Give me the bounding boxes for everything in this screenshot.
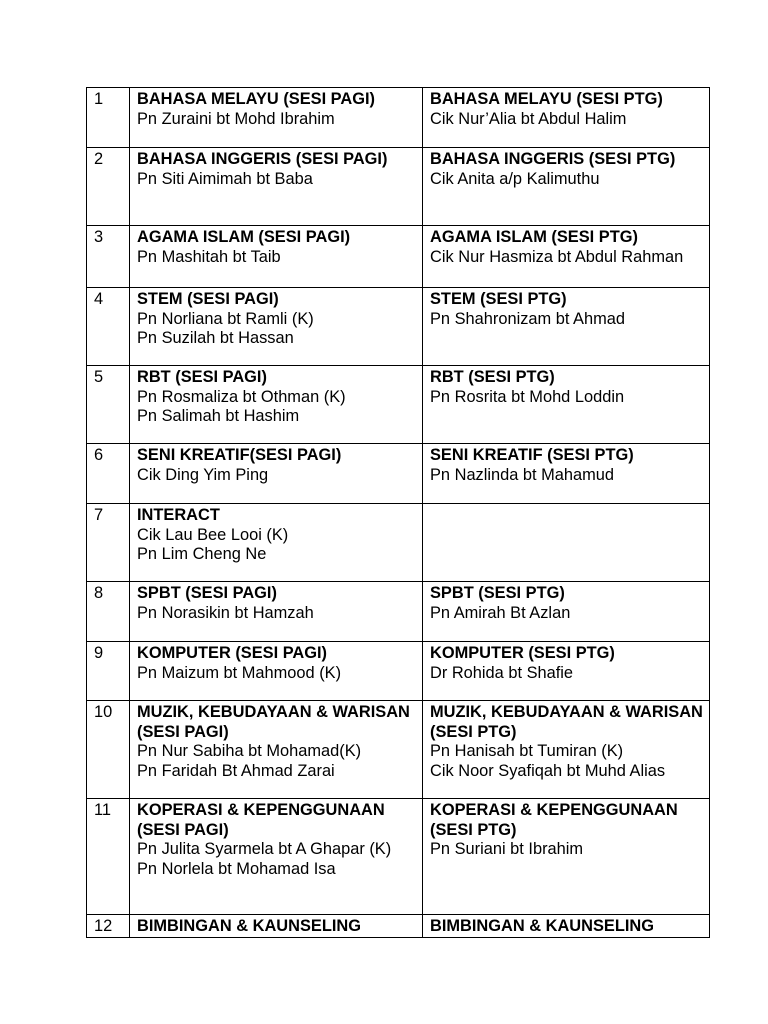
unit-title: SENI KREATIF (SESI PTG): [430, 446, 634, 464]
unit-title: BAHASA MELAYU (SESI PTG): [430, 90, 663, 108]
cell-ptg: [423, 504, 710, 582]
cell-content: [137, 368, 416, 427]
unit-title: MUZIK, KEBUDAYAAN & WARISAN (SESI PAGI): [137, 703, 410, 741]
table-row: [87, 148, 710, 226]
cell-content: [137, 90, 416, 129]
unit-title: AGAMA ISLAM (SESI PAGI): [137, 228, 351, 246]
cell-content: [137, 506, 416, 565]
cell-pagi: [130, 88, 423, 148]
teacher-name: Pn Nazlinda bt Mahamud: [430, 465, 615, 484]
table-row: [87, 504, 710, 582]
row-number: 9: [87, 642, 130, 701]
unit-title: RBT (SESI PAGI): [137, 368, 267, 386]
unit-title: BAHASA MELAYU (SESI PAGI): [137, 90, 375, 108]
teacher-name: Pn Julita Syarmela bt A Ghapar (K): [137, 840, 392, 858]
cell-pagi: [130, 226, 423, 288]
teacher-name: Pn Amirah Bt Azlan: [430, 603, 571, 622]
cell-content: [137, 290, 416, 349]
cell-pagi: [130, 915, 423, 938]
row-number: 10: [87, 701, 130, 799]
cell-pagi: [130, 148, 423, 226]
cell-content: [137, 703, 416, 781]
table-row: [87, 366, 710, 444]
cell-content: [137, 446, 416, 485]
table-row: [87, 701, 710, 799]
cell-content: [430, 228, 703, 267]
cell-content: [137, 150, 416, 189]
cell-content: [430, 644, 703, 683]
cell-content: [137, 228, 416, 267]
row-number: 8: [87, 582, 130, 642]
row-number: 1: [87, 88, 130, 148]
cell-ptg: [423, 799, 710, 915]
unit-title: BIMBINGAN & KAUNSELING: [430, 917, 655, 934]
table-row: [87, 444, 710, 504]
teacher-name: Pn Norlela bt Mohamad Isa: [137, 859, 336, 878]
unit-title: KOPERASI & KEPENGGUNAAN (SESI PAGI): [137, 801, 385, 839]
teacher-name: Pn Norasikin bt Hamzah: [137, 603, 314, 622]
cell-content: [137, 644, 416, 683]
cell-content: [430, 584, 703, 623]
teacher-name: Pn Rosmaliza bt Othman (K): [137, 387, 346, 406]
row-number: 11: [87, 799, 130, 915]
cell-ptg: [423, 88, 710, 148]
cell-content: [137, 917, 416, 934]
table-row: [87, 582, 710, 642]
cell-content: [137, 801, 416, 879]
teacher-name: Pn Hanisah bt Tumiran (K): [430, 742, 624, 760]
teacher-name: Cik Lau Bee Looi (K): [137, 525, 289, 544]
unit-title: BAHASA INGGERIS (SESI PTG): [430, 150, 676, 168]
teacher-name: Pn Lim Cheng Ne: [137, 545, 267, 563]
cell-content: [430, 90, 703, 129]
committee-table: [86, 87, 710, 938]
table-row: [87, 88, 710, 148]
teacher-name: Dr Rohida bt Shafie: [430, 663, 574, 682]
cell-ptg: [423, 366, 710, 444]
teacher-name: Pn Faridah Bt Ahmad Zarai: [137, 761, 335, 780]
row-number: 2: [87, 148, 130, 226]
cell-content: [430, 703, 703, 781]
cell-content: [430, 290, 703, 329]
unit-title: STEM (SESI PAGI): [137, 290, 279, 308]
cell-pagi: [130, 799, 423, 915]
unit-title: AGAMA ISLAM (SESI PTG): [430, 228, 638, 246]
teacher-name: Pn Mashitah bt Taib: [137, 247, 281, 266]
row-number: 6: [87, 444, 130, 504]
teacher-name: Cik Ding Yim Ping: [137, 465, 269, 484]
teacher-name: Pn Salimah bt Hashim: [137, 407, 300, 425]
table-row: [87, 288, 710, 366]
table-row: [87, 226, 710, 288]
row-number: 4: [87, 288, 130, 366]
table-row: [87, 799, 710, 915]
cell-ptg: [423, 915, 710, 938]
cell-ptg: [423, 148, 710, 226]
cell-ptg: [423, 444, 710, 504]
cell-pagi: [130, 366, 423, 444]
unit-title: BIMBINGAN & KAUNSELING: [137, 917, 362, 934]
cell-ptg: [423, 701, 710, 799]
unit-title: SENI KREATIF(SESI PAGI): [137, 446, 342, 464]
unit-title: SPBT (SESI PAGI): [137, 584, 277, 602]
row-number: 5: [87, 366, 130, 444]
teacher-name: Pn Siti Aimimah bt Baba: [137, 169, 313, 188]
cell-content: [430, 150, 703, 189]
cell-ptg: [423, 288, 710, 366]
table-row: [87, 642, 710, 701]
cell-pagi: [130, 701, 423, 799]
teacher-name: Pn Shahronizam bt Ahmad: [430, 309, 625, 328]
cell-content: [430, 446, 703, 485]
unit-title: RBT (SESI PTG): [430, 368, 555, 386]
cell-pagi: [130, 642, 423, 701]
cell-ptg: [423, 226, 710, 288]
cell-content: [430, 801, 703, 860]
teacher-name: Pn Suriani bt Ibrahim: [430, 840, 584, 858]
cell-content: [137, 584, 416, 623]
teacher-name: Pn Nur Sabiha bt Mohamad(K): [137, 742, 362, 760]
row-number: 3: [87, 226, 130, 288]
cell-ptg: [423, 642, 710, 701]
teacher-name: Cik Anita a/p Kalimuthu: [430, 169, 600, 188]
cell-content: [430, 917, 703, 934]
unit-title: BAHASA INGGERIS (SESI PAGI): [137, 150, 388, 168]
cell-pagi: [130, 582, 423, 642]
cell-pagi: [130, 504, 423, 582]
teacher-name: Cik Nur Hasmiza bt Abdul Rahman: [430, 247, 684, 266]
teacher-name: Cik Noor Syafiqah bt Muhd Alias: [430, 761, 666, 780]
unit-title: SPBT (SESI PTG): [430, 584, 565, 602]
unit-title: KOMPUTER (SESI PTG): [430, 644, 615, 662]
unit-title: MUZIK, KEBUDAYAAN & WARISAN (SESI PTG): [430, 703, 703, 741]
table-body: [87, 88, 710, 938]
cell-ptg: [423, 582, 710, 642]
teacher-name: Pn Maizum bt Mahmood (K): [137, 663, 342, 682]
teacher-name: Pn Suzilah bt Hassan: [137, 329, 294, 347]
teacher-name: Pn Rosrita bt Mohd Loddin: [430, 387, 625, 406]
row-number: 7: [87, 504, 130, 582]
unit-title: STEM (SESI PTG): [430, 290, 567, 308]
unit-title: KOPERASI & KEPENGGUNAAN (SESI PTG): [430, 801, 678, 839]
unit-title: KOMPUTER (SESI PAGI): [137, 644, 328, 662]
teacher-name: Cik Nur’Alia bt Abdul Halim: [430, 109, 627, 128]
cell-pagi: [130, 444, 423, 504]
teacher-name: Pn Zuraini bt Mohd Ibrahim: [137, 109, 335, 128]
row-number: 12: [87, 915, 130, 938]
unit-title: INTERACT: [137, 506, 220, 524]
cell-content: [430, 368, 703, 407]
table-row: [87, 915, 710, 938]
cell-pagi: [130, 288, 423, 366]
teacher-name: Pn Norliana bt Ramli (K): [137, 309, 314, 328]
